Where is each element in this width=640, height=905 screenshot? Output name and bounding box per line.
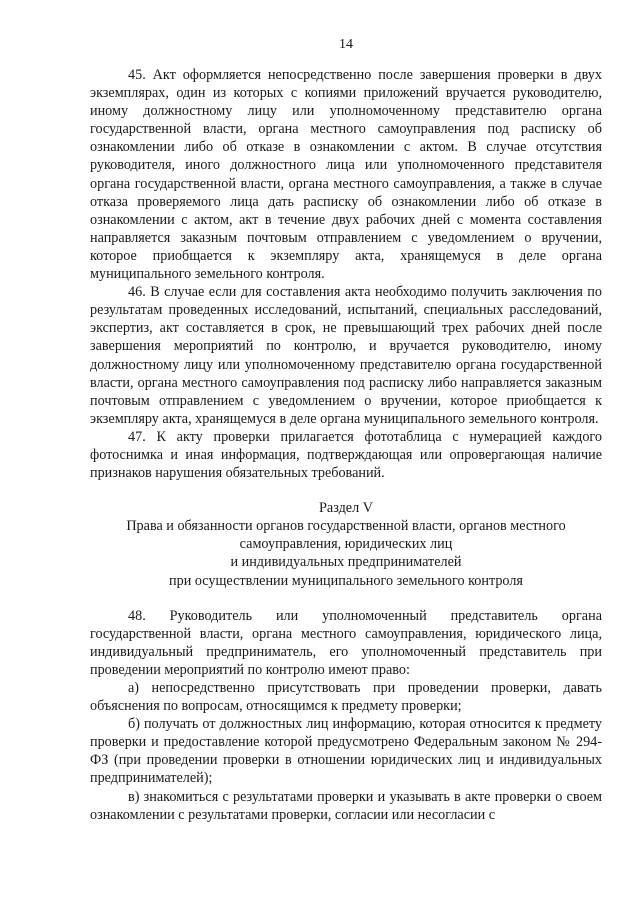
list-item-c: в) знакомиться с результатами проверки и указывать в акте проверки о своем ознакомлении с результатами проверки, согласии или несогласии с — [90, 788, 602, 823]
section-label: Раздел V — [319, 500, 373, 517]
paragraph-47: 47. К акту проверки прилагается фототаблица с нумерацией каждого фотоснимка и иная информация, подтверждающая или опровергающая наличие признаков нарушения обязательных требований. — [90, 428, 602, 482]
section-title-line: самоуправления, юридических лиц — [239, 536, 453, 553]
list-item-b: б) получать от должностных лиц информацию, которая относится к предмету проверки и предоставление которой предусмотрено Федеральным законом № 294-ФЗ (при проведении проверки в отношении юридических лиц и индивидуальных предпринимателей); — [90, 716, 602, 787]
section-title — [90, 517, 602, 589]
paragraph-45: 45. Акт оформляется непосредственно после завершения проверки в двух экземплярах, один из которых с копиями приложений вручается руководителю, иному должностному лицу или уполномоченному представителю органа государственной власти, органа местного самоуправления под расписку об ознакомлении либо об отказе в ознакомлении с актом. В случае отсутствия руководителя, иного должностного лица или уполномоченного представителя органа государственной власти, органа местного самоуправления, а также в случае отказа проверяемого лица дать расписку об ознакомлении либо об отказе в ознакомлении с актом, акт в течение двух рабочих дней с момента составления направляется заказным почтовым отправлением с уведомлением о вручении, которое приобщается к экземпляру акта, хранящемуся в деле органа муниципального земельного контроля. — [90, 67, 602, 283]
section-title-line: Права и обязанности органов государственной власти, органов местного — [126, 518, 566, 535]
section-title-line: и индивидуальных предпринимателей — [230, 554, 462, 571]
paragraph-48: 48. Руководитель или уполномоченный представитель органа государственной власти, органа местного самоуправления, юридического лица, индивидуальный предприниматель, его уполномоченный представитель при проведении мероприятий по контролю имеют право: — [90, 607, 602, 678]
list-item-a: а) непосредственно присутствовать при проведении проверки, давать объяснения по вопросам, относящимся к предмету проверки; — [90, 680, 602, 715]
page-number: 14 — [339, 37, 353, 52]
paragraph-46: 46. В случае если для составления акта необходимо получить заключения по результатам проведенных исследований, испытаний, специальных расследований, экспертиз, акт составляется в срок, не превышающий трех рабочих дней после завершения мероприятий по контролю, и вручается руководителю, иному должностному лицу или уполномоченному представителю органа государственной власти, органа местного самоуправления под расписку либо направляется заказным почтовым отправлением с уведомлением о вручении, которое приобщается к экземпляру акта, хранящемуся в деле органа муниципального земельного контроля. — [90, 284, 602, 427]
document-body — [90, 66, 602, 824]
section-title-line: при осуществлении муниципального земельного контроля — [169, 572, 523, 589]
